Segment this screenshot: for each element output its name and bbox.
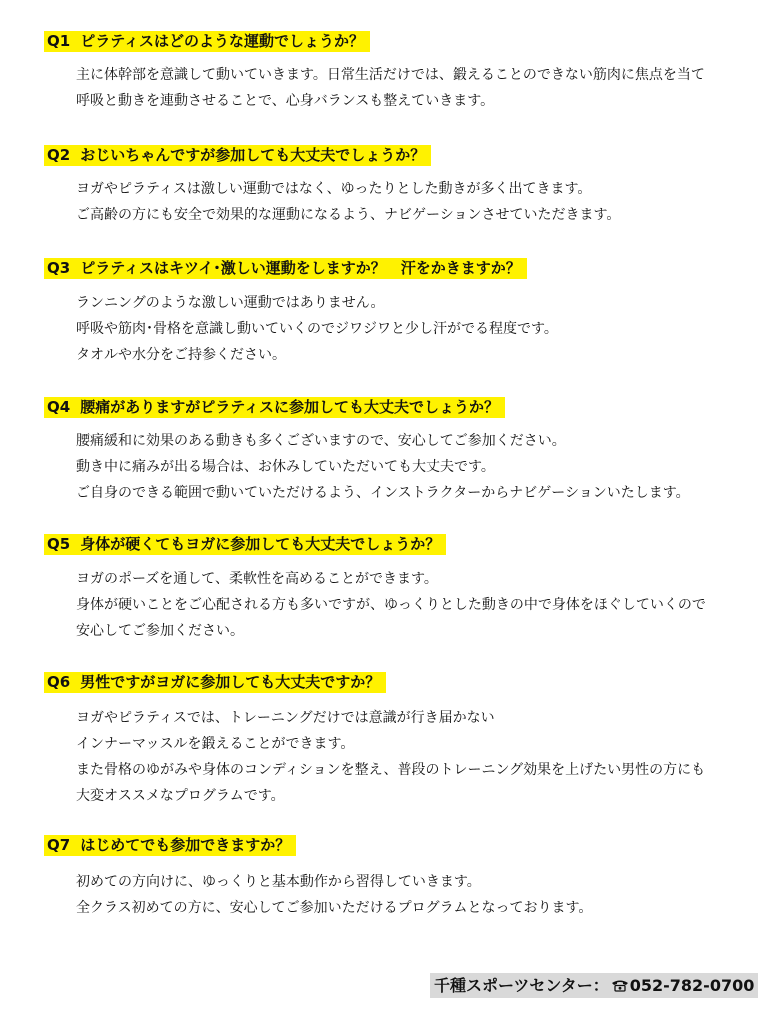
answer-line: 呼吸と動きを連動させることで、心身バランスも整えていきます。 [76,93,495,109]
answer-text [76,869,592,921]
answer-line: 腰痛緩和に効果のある動きも多くございますので、安心してご参加ください。 [76,433,566,449]
answer-line: ランニングのような激しい運動ではありません。 [76,295,385,311]
answer-line: また骨格のゆがみや身体のコンディションを整え、普段のトレーニング効果を上げたい男性の方にも [76,762,706,778]
question-text: はじめてでも参加できますか？ [80,836,291,854]
question-number: Q6 [47,673,71,691]
answer-line: 全クラス初めての方に、安心してご参加いただけるプログラムとなっております。 [76,900,593,916]
answer-text [76,62,705,114]
question-heading [44,835,296,856]
telephone-icon [611,973,629,998]
answer-line: 主に体幹部を意識して動いていきます。日常生活だけでは、鍛えることのできない筋肉に焦点を当て [76,67,705,83]
question-heading [44,258,527,279]
phone-number[interactable]: 052-782-0700 [629,976,755,995]
question-heading [44,397,505,418]
question-heading [44,145,431,166]
question-number: Q1 [47,32,71,50]
answer-line: タオルや水分をご持参ください。 [76,347,286,363]
answer-line: ご高齢の方にも安全で効果的な運動になるよう、ナビゲーションさせていただきます。 [76,207,621,223]
question-heading [44,534,446,555]
question-number: Q5 [47,535,71,553]
answer-line: ご自身のできる範囲で動いていただけるよう、インストラクターからナビゲーションいたします。 [76,485,690,501]
answer-text [76,428,690,506]
answer-line: ヨガやピラティスでは、トレーニングだけでは意識が行き届かない [76,710,495,726]
answer-line: 安心してご参加ください。 [76,623,244,639]
answer-line: 身体が硬いことをご心配される方も多いですが、ゆっくりとした動きの中で身体をほぐしていくので [76,597,706,613]
question-text: 腰痛がありますがピラティスに参加しても大丈夫でしょうか？ [80,398,500,416]
question-heading [44,31,370,52]
question-text: ピラティスはどのような運動でしょうか？ [80,32,365,50]
answer-line: 呼吸や筋肉･骨格を意識し動いていくのでジワジワと少し汗がでる程度です。 [76,321,558,337]
answer-line: ヨガやピラティスは激しい運動ではなく、ゆったりとした動きが多く出てきます。 [76,181,592,197]
contact-footer [430,973,758,998]
answer-text [76,566,706,644]
answer-text [76,176,620,228]
question-number: Q4 [47,398,71,416]
question-text: おじいちゃんですが参加しても大丈夫でしょうか？ [80,146,426,164]
answer-line: インナーマッスルを鍛えることができます。 [76,736,355,752]
answer-line: ヨガのポーズを通して、柔軟性を高めることができます。 [76,571,438,587]
facility-name: 千種スポーツセンター： [434,976,609,995]
question-text: ピラティスはキツイ･激しい運動をしますか？ 汗をかきますか？ [80,259,521,277]
answer-text [76,290,558,368]
question-number: Q7 [47,836,71,854]
answer-line: 動き中に痛みが出る場合は、お休みしていただいても大丈夫です。 [76,459,495,475]
question-text: 身体が硬くてもヨガに参加しても大丈夫でしょうか？ [80,535,441,553]
question-number: Q3 [47,259,71,277]
question-heading [44,672,386,693]
answer-line: 大変オススメなプログラムです。 [76,788,285,804]
answer-text [76,705,705,809]
answer-line: 初めての方向けに、ゆっくりと基本動作から習得していきます。 [76,874,481,890]
question-text: 男性ですがヨガに参加しても大丈夫ですか？ [80,673,381,691]
question-number: Q2 [47,146,71,164]
